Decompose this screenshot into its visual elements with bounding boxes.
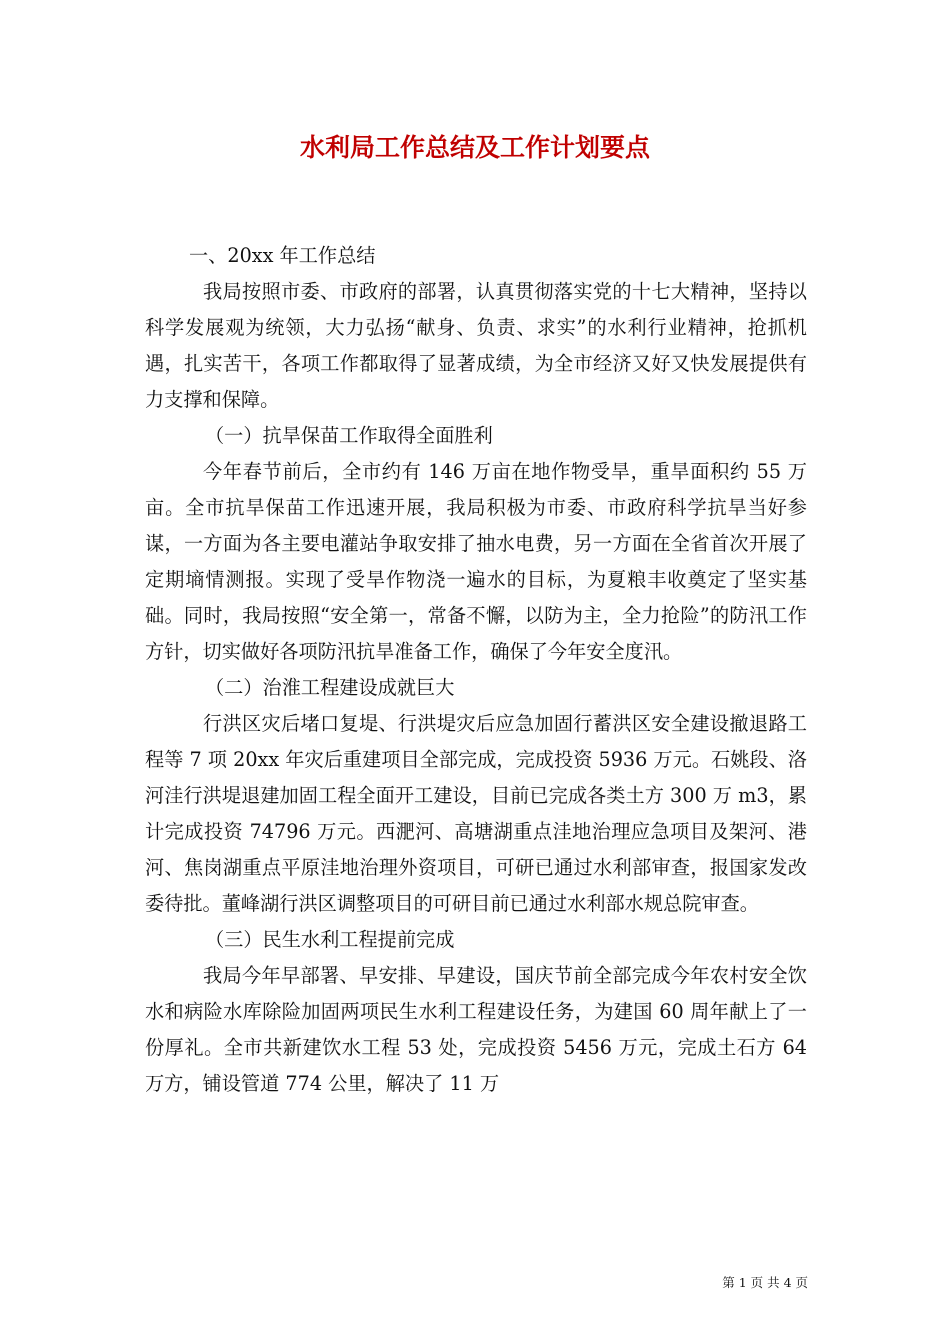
document-body bbox=[145, 238, 807, 1102]
body-paragraph: 我局按照市委、市政府的部署，认真贯彻落实党的十七大精神，坚持以科学发展观为统领，大力弘扬“献身、负责、求实”的水利行业精神，抢抓机遇，扎实苦干，各项工作都取得了显著成绩，为全市经济又好又快发展提供有力支撑和保障。 bbox=[145, 280, 807, 411]
subsection-heading: （三）民生水利工程提前完成 bbox=[205, 928, 455, 951]
body-paragraph: 行洪区灾后堵口复堤、行洪堤灾后应急加固行蓄洪区安全建设撤退路工程等 7 项 20xx 年灾后重建项目全部完成，完成投资 5936 万元。石姚段、洛河洼行洪堤退建加固工程全面开工建设，目前已完成各类土方 300 万 m3，累计完成投资 74796 万元。西淝河、高塘湖重点洼地治理应急项目及架河、港河、焦岗湖重点平原洼地治理外资项目，可研已通过水利部审查，报国家发改委待批。董峰湖行洪区调整项目的可研目前已通过水利部水规总院审查。 bbox=[145, 712, 807, 915]
body-paragraph: 今年春节前后，全市约有 146 万亩在地作物受旱，重旱面积约 55 万亩。全市抗旱保苗工作迅速开展，我局积极为市委、市政府科学抗旱当好参谋，一方面为各主要电灌站争取安排了抽水电费，另一方面在全省首次开展了定期墒情测报。实现了受旱作物浇一遍水的目标，为夏粮丰收奠定了坚实基础。同时，我局按照“安全第一，常备不懈，以防为主，全力抢险”的防汛工作方针，切实做好各项防汛抗旱准备工作，确保了今年安全度汛。 bbox=[145, 460, 807, 663]
subsection-heading: （一）抗旱保苗工作取得全面胜利 bbox=[205, 424, 493, 447]
body-paragraph: 我局今年早部署、早安排、早建设，国庆节前全部完成今年农村安全饮水和病险水库除险加固两项民生水利工程建设任务，为建国 60 周年献上了一份厚礼。全市共新建饮水工程 53 处，完成投资 5456 万元，完成土石方 64 万方，铺设管道 774 公里，解决了 11 万 bbox=[145, 964, 807, 1095]
page-number: 第 1 页 共 4 页 bbox=[722, 1275, 808, 1290]
subsection-heading: （二）治淮工程建设成就巨大 bbox=[205, 676, 455, 699]
page-title: 水利局工作总结及工作计划要点 bbox=[299, 133, 650, 162]
section-heading: 一、20xx 年工作总结 bbox=[189, 244, 376, 267]
